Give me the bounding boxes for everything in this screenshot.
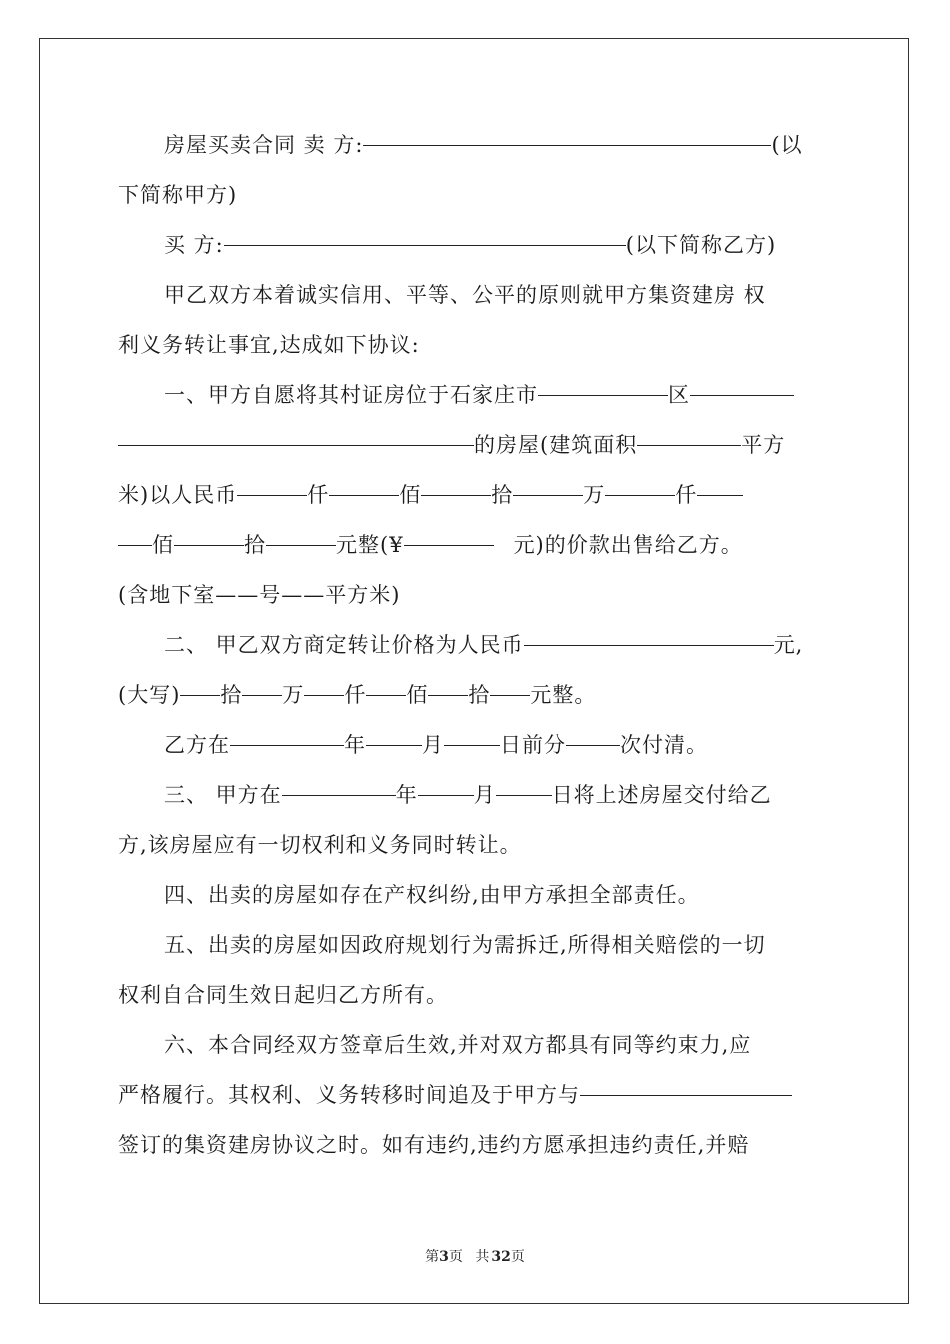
basement-note: (含地下室——号——平方米) [118, 583, 401, 607]
price-unit: 仟 [307, 483, 330, 507]
total-suffix: 页 [510, 1249, 525, 1265]
clause-1-line-3 [118, 470, 832, 520]
price-label: 米)以人民币 [118, 483, 238, 507]
text-line [118, 820, 832, 870]
seller-suffix: (以 [771, 133, 803, 157]
text-line [118, 320, 832, 370]
price-unit: 拾 [491, 483, 514, 507]
clause-3-line-1 [118, 770, 832, 820]
buyer-blank [224, 244, 626, 246]
seller-line [118, 120, 832, 170]
capital-unit: 拾 [468, 683, 491, 707]
capital-blank [428, 694, 468, 696]
price-blank [118, 544, 152, 546]
currency-unit: 元, [773, 633, 804, 657]
area-blank [637, 444, 741, 446]
capital-blank [180, 694, 220, 696]
payment-line [118, 720, 832, 770]
day-blank [444, 744, 500, 746]
capital-blank [304, 694, 344, 696]
capital-blank [366, 694, 406, 696]
price-blank [329, 494, 399, 496]
amount-blank [404, 544, 494, 546]
seller-abbrev: 下简称甲方) [118, 183, 238, 207]
price-unit: 万 [583, 483, 606, 507]
price-blank [605, 494, 675, 496]
year-blank [230, 744, 344, 746]
address-blank-2 [118, 444, 474, 446]
district-blank [538, 394, 668, 396]
clause-3-tail: 日将上述房屋交付给乙 [551, 783, 772, 807]
payment-label: 乙方在 [164, 733, 230, 757]
capital-blank [490, 694, 530, 696]
price-blank [697, 494, 743, 496]
year-blank [282, 794, 396, 796]
page-indicator [425, 1249, 463, 1265]
page-footer [0, 1246, 950, 1266]
clause-5-text-2: 权利自合同生效日起归乙方所有。 [118, 983, 448, 1007]
text-line [118, 870, 832, 920]
clause-1-tail: 元)的价款出售给乙方。 [513, 533, 743, 557]
price-blank [266, 544, 336, 546]
price-unit: 佰 [152, 533, 174, 557]
clause-4-text: 四、出卖的房屋如存在产权纠纷,由甲方承担全部责任。 [164, 883, 700, 907]
price-unit: 元整(¥ [336, 533, 404, 557]
price-unit: 佰 [399, 483, 422, 507]
address-blank [690, 394, 794, 396]
page-label: 第 [425, 1249, 440, 1265]
clause-3-text-2: 方,该房屋应有一切权利和义务同时转让。 [118, 833, 522, 857]
month-label: 月 [422, 733, 444, 757]
text-line [118, 270, 832, 320]
total-price-blank [524, 644, 774, 646]
intro-text-2: 利义务转让事宜,达成如下协议: [118, 333, 420, 357]
text-line [118, 1120, 832, 1170]
installment-blank [566, 744, 620, 746]
day-blank [496, 794, 552, 796]
capital-unit: 拾 [220, 683, 243, 707]
total-indicator [475, 1249, 524, 1265]
capital-unit: 元整。 [530, 683, 597, 707]
text-line [118, 1020, 832, 1070]
clause-2-text: 二、 甲乙双方商定转让价格为人民币 [164, 633, 524, 657]
buyer-suffix: (以下简称乙方) [625, 233, 777, 257]
total-number: 32 [491, 1249, 511, 1265]
seller-blank [363, 144, 771, 146]
clause-6-line-2 [118, 1070, 832, 1120]
buyer-line [118, 220, 832, 270]
text-line [118, 170, 832, 220]
clause-6-text-2: 严格履行。其权利、义务转移时间追及于甲方与 [118, 1083, 580, 1107]
price-unit: 仟 [675, 483, 698, 507]
clause-6-text-1: 六、本合同经双方签章后生效,并对双方都具有同等约束力,应 [164, 1033, 752, 1057]
contract-body [118, 120, 832, 1170]
price-blank [237, 494, 307, 496]
capital-blank [242, 694, 282, 696]
capital-unit: 佰 [406, 683, 429, 707]
month-blank [366, 744, 422, 746]
text-line [118, 970, 832, 1020]
year-label: 年 [395, 783, 418, 807]
capital-unit: 万 [282, 683, 305, 707]
month-blank [418, 794, 474, 796]
year-label: 年 [344, 733, 366, 757]
capital-label: (大写) [118, 683, 181, 707]
clause-5-text-1: 五、出卖的房屋如因政府规划行为需拆迁,所得相关赔偿的一切 [164, 933, 766, 957]
clause-1-text: 一、甲方自愿将其村证房位于石家庄市 [164, 383, 538, 407]
clause-1-line-1 [118, 370, 832, 420]
clause-1-line-2 [118, 420, 832, 470]
price-blank [513, 494, 583, 496]
party-blank [580, 1094, 792, 1096]
clause-1-line-4 [118, 520, 832, 570]
text-line [118, 570, 832, 620]
price-blank [174, 544, 244, 546]
area-label: 的房屋(建筑面积 [474, 433, 638, 457]
capital-unit: 仟 [344, 683, 367, 707]
total-label: 共 [475, 1249, 490, 1265]
month-label: 月 [473, 783, 496, 807]
area-unit: 平方 [741, 433, 786, 457]
clause-6-text-3: 签订的集资建房协议之时。如有违约,违约方愿承担违约责任,并赔 [118, 1133, 750, 1157]
clause-2-line-1 [118, 620, 832, 670]
installment-label: 次付清。 [620, 733, 708, 757]
page-suffix: 页 [448, 1249, 463, 1265]
clause-3-text: 三、 甲方在 [164, 783, 282, 807]
district-label: 区 [668, 383, 690, 407]
page-number: 3 [439, 1249, 449, 1265]
buyer-label: 买 方: [164, 233, 224, 257]
clause-2-line-2 [118, 670, 832, 720]
day-label: 日前分 [500, 733, 566, 757]
text-line [118, 920, 832, 970]
intro-text-1: 甲乙双方本着诚实信用、平等、公平的原则就甲方集资建房 权 [164, 283, 766, 307]
price-unit: 拾 [244, 533, 266, 557]
price-blank [421, 494, 491, 496]
seller-label: 房屋买卖合同 卖 方: [164, 133, 364, 157]
